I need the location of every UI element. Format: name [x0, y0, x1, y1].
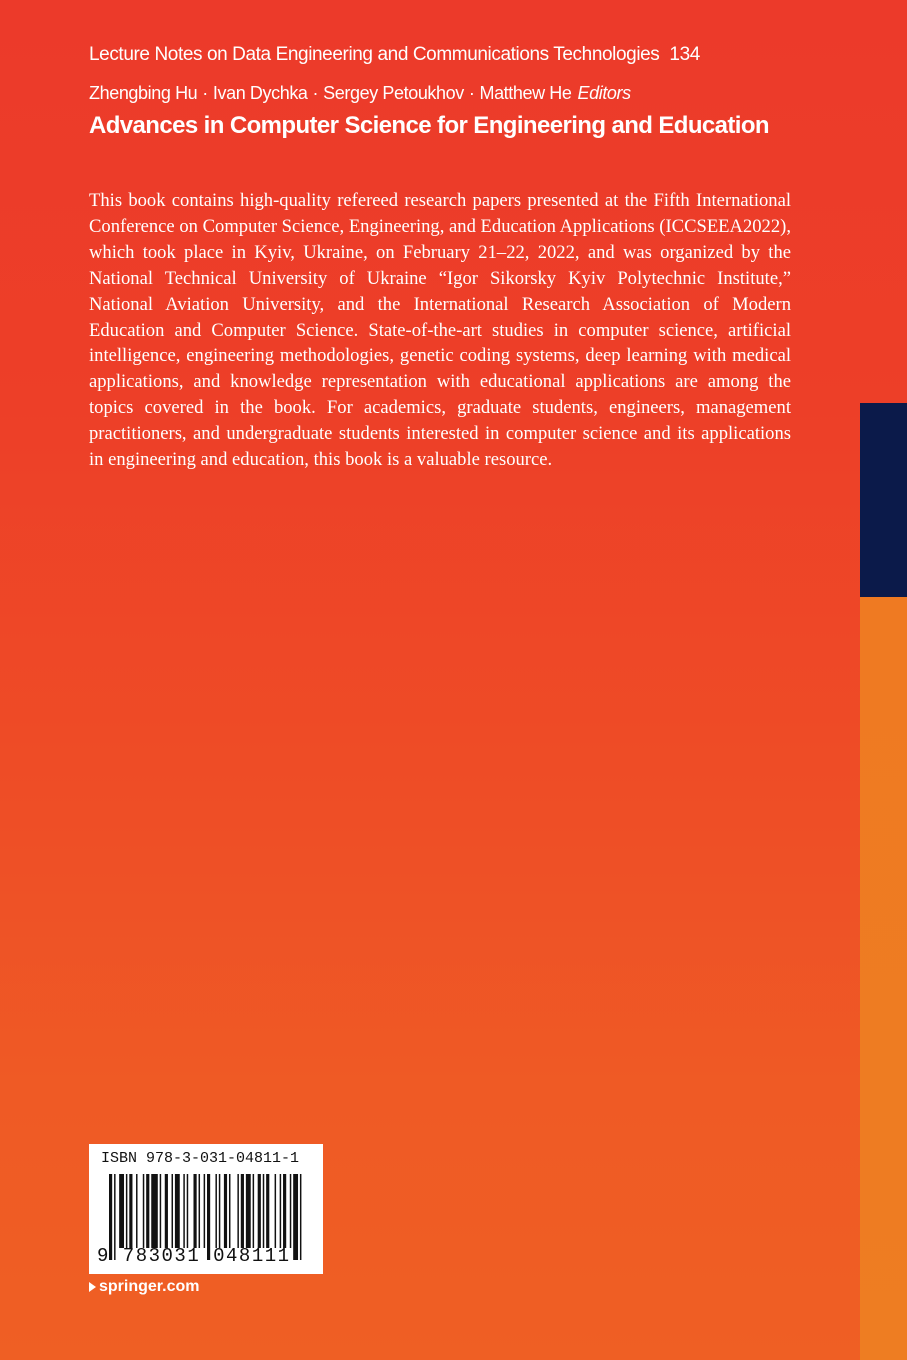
barcode-bar [241, 1174, 244, 1248]
barcode-bar [215, 1174, 216, 1248]
editor-name: Matthew He [479, 83, 572, 103]
book-description: This book contains high-quality refereed research papers presented at the Fifth International Conference on Computer Science, Engineering, and Education Applications (ICCSEEA2022), which took place in Kyiv, Ukraine, on February 21–22, 2022, and was organized by the National Technical University of Ukraine “Igor Sikorsky Kyiv Polytechnic Institute,” National Aviation University, and the International Research Association of Modern Education and Computer Science. State-of-the-art studies in computer science, artificial intelligence, engineering methodologies, genetic coding systems, deep learning with medical applications, and knowledge representation with educational applications are among the topics covered in the book. For academics, graduate students, engineers, management practitioners, and undergraduate students interested in computer science and its applications in engineering and education, this book is a valuable resource. [89, 190, 791, 471]
barcode-bar [187, 1174, 188, 1248]
barcode-bar [204, 1174, 205, 1248]
series-line [89, 44, 700, 66]
barcode-bar [172, 1174, 173, 1248]
barcode-bar [165, 1174, 168, 1248]
barcode-bar [275, 1174, 276, 1248]
barcode-bar [246, 1174, 251, 1248]
barcode-bar [143, 1174, 144, 1248]
barcode-bar [129, 1174, 132, 1248]
barcode-bar [146, 1174, 149, 1248]
barcode-bar [175, 1174, 180, 1248]
barcode-bar [224, 1174, 227, 1248]
editor-name: Zhengbing Hu [89, 83, 198, 103]
series-volume: 134 [669, 44, 700, 65]
barcode-bar [293, 1174, 298, 1260]
barcode-bar [119, 1174, 124, 1248]
barcode-bar [237, 1174, 238, 1248]
barcode-bar [151, 1174, 158, 1248]
barcode-bar [193, 1174, 196, 1248]
barcode-bar [126, 1174, 127, 1248]
barcode-bar [263, 1174, 264, 1248]
isbn-barcode-box [89, 1144, 323, 1274]
barcode-bar [136, 1174, 137, 1248]
editor-name: Sergey Petoukhov [323, 83, 464, 103]
editors-line [89, 83, 631, 104]
barcode-bar [290, 1174, 291, 1248]
editor-separator: · [312, 83, 319, 103]
arrow-right-icon [89, 1282, 96, 1292]
barcode-bar [183, 1174, 184, 1248]
editor-separator: · [468, 83, 475, 103]
barcode-bar [266, 1174, 269, 1248]
barcode-bar [229, 1174, 230, 1248]
editors-role: Editors [577, 83, 631, 103]
editor-name: Ivan Dychka [212, 83, 308, 103]
barcode-digits: 9 783031 048111 [97, 1245, 291, 1267]
barcode-bar [283, 1174, 286, 1248]
publisher-link-text: springer.com [99, 1278, 200, 1295]
isbn-label: ISBN 978-3-031-04811-1 [101, 1150, 300, 1167]
barcode-bar [280, 1174, 281, 1248]
book-title: Advances in Computer Science for Engineering and Education [89, 112, 769, 139]
editor-separator: · [202, 83, 208, 103]
barcode-bar [300, 1174, 301, 1260]
barcode-bar [253, 1174, 254, 1248]
spine-band-orange [860, 597, 907, 1360]
series-name: Lecture Notes on Data Engineering and Communications Technologies [89, 44, 660, 65]
barcode-bar [199, 1174, 200, 1248]
barcode-bar [258, 1174, 261, 1248]
barcode-bar [160, 1174, 161, 1248]
spine-band-navy [860, 403, 907, 597]
publisher-link[interactable] [89, 1278, 199, 1296]
barcode-bar [219, 1174, 220, 1248]
